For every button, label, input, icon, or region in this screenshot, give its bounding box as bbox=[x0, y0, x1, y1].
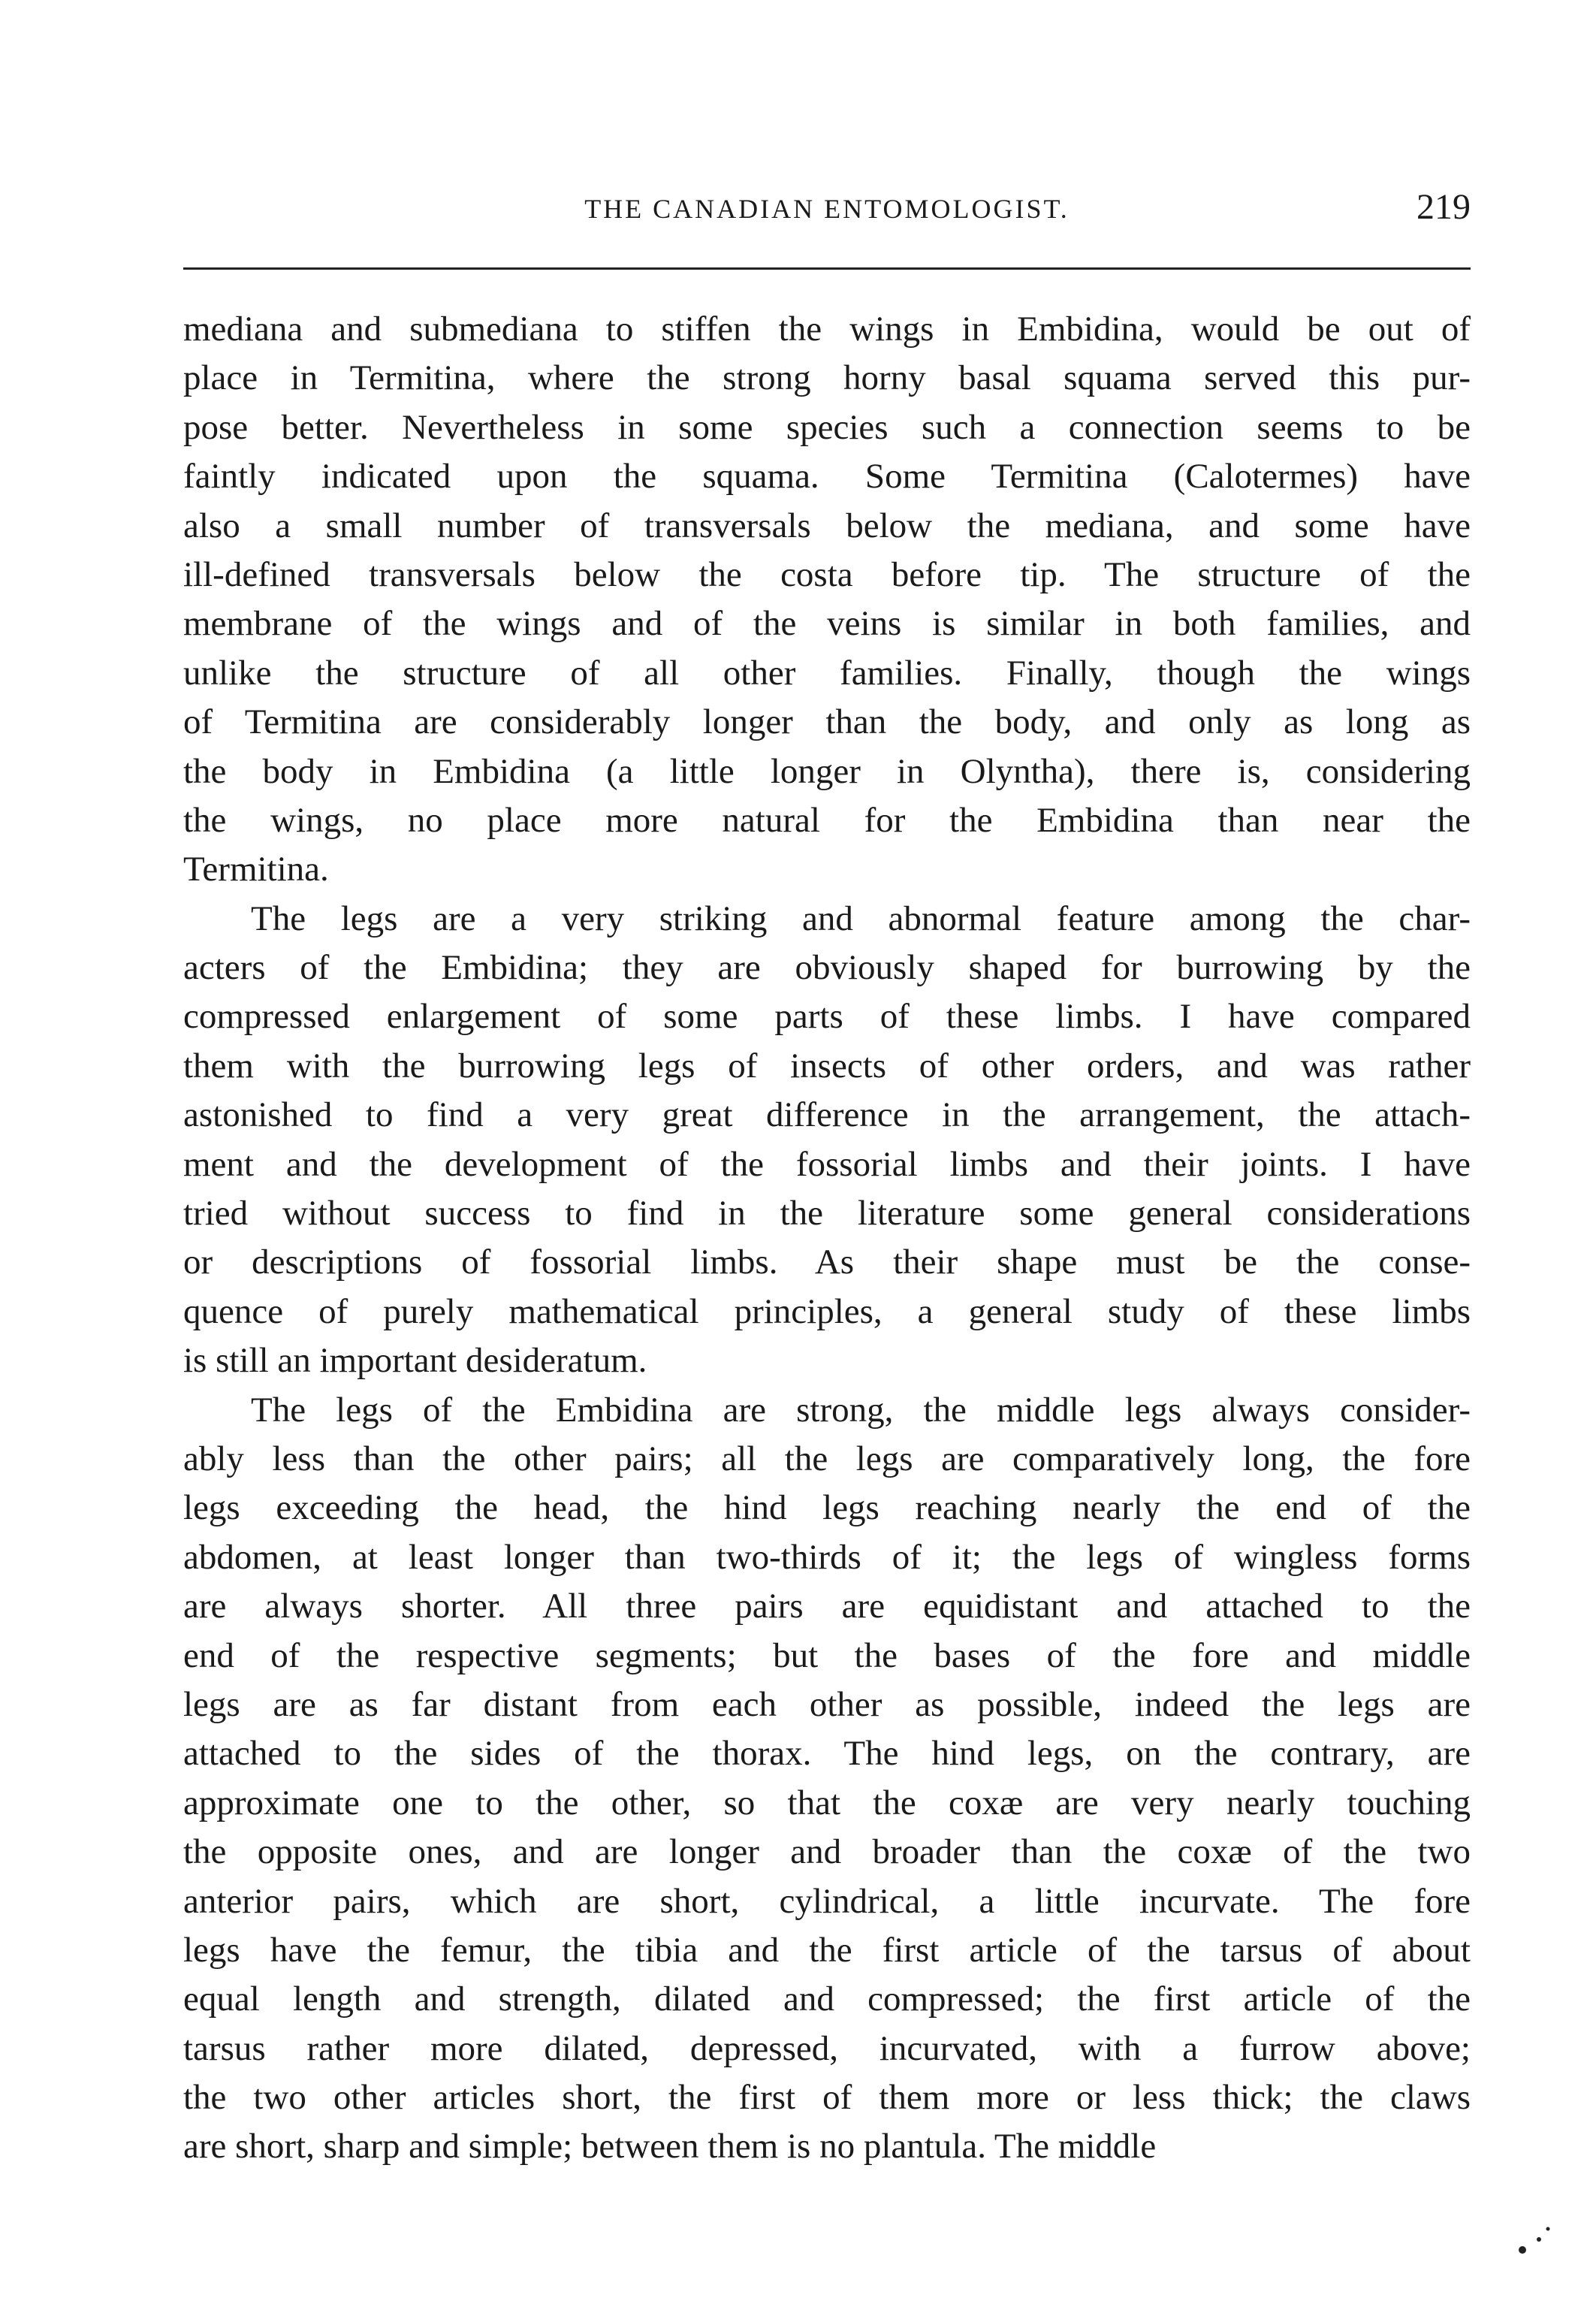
text-line: of Termitina are considerably longer than the body, and only as long as bbox=[183, 702, 1471, 742]
text-line: or descriptions of fossorial limbs. As their shape must be the conse- bbox=[183, 1243, 1471, 1282]
text-line: astonished to find a very great difference in the arrangement, the attach- bbox=[183, 1095, 1471, 1135]
text-line: ill-defined transversals below the costa before tip. The structure of the bbox=[183, 554, 1471, 594]
text-line: ment and the development of the fossorial limbs and their joints. I have bbox=[183, 1144, 1471, 1184]
text-line: faintly indicated upon the squama. Some Termitina (Calotermes) have bbox=[183, 457, 1471, 497]
text-line: approximate one to the other, so that the coxæ are very nearly touching bbox=[183, 1783, 1471, 1822]
text-line: compressed enlargement of some parts of these limbs. I have compared bbox=[183, 997, 1471, 1037]
text-line: anterior pairs, which are short, cylindrical, a little incurvate. The fore bbox=[183, 1881, 1471, 1921]
text-line: the two other articles short, the first of them more or less thick; the claws bbox=[183, 2078, 1471, 2118]
text-line: legs exceeding the head, the hind legs reaching nearly the end of the bbox=[183, 1488, 1471, 1528]
text-line: mediana and submediana to stiffen the wings in Embidina, would be out of bbox=[183, 310, 1471, 349]
text-line: acters of the Embidina; they are obviously shaped for burrowing by the bbox=[183, 948, 1471, 988]
ink-specks bbox=[1506, 2217, 1566, 2262]
text-line: unlike the structure of all other families. Finally, though the wings bbox=[183, 653, 1471, 693]
paragraph bbox=[183, 1386, 1471, 2172]
text-line: Termitina. bbox=[183, 850, 329, 889]
text-line: place in Termitina, where the strong horny basal squama served this pur- bbox=[183, 358, 1471, 398]
text-line: are always shorter. All three pairs are equidistant and attached to the bbox=[183, 1587, 1471, 1626]
text-line: tried without success to find in the literature some general considerations bbox=[183, 1194, 1471, 1234]
text-line: are short, sharp and simple; between them is no plantula. The middle bbox=[183, 2127, 1157, 2167]
running-title: THE CANADIAN ENTOMOLOGIST. bbox=[584, 194, 1070, 224]
paragraph bbox=[183, 305, 1471, 895]
header-rule bbox=[183, 267, 1471, 270]
text-line: also a small number of transversals below the mediana, and some have bbox=[183, 506, 1471, 545]
text-line: equal length and strength, dilated and compressed; the first article of the bbox=[183, 1979, 1471, 2019]
text-line: legs are as far distant from each other as possible, indeed the legs are bbox=[183, 1684, 1471, 1724]
body-text bbox=[183, 305, 1471, 2172]
page-number: 219 bbox=[1416, 187, 1471, 227]
text-line: The legs of the Embidina are strong, the middle legs always consider- bbox=[251, 1390, 1471, 1430]
text-line: The legs are a very striking and abnormal feature among the char- bbox=[251, 898, 1471, 938]
text-line: quence of purely mathematical principles, a general study of these limbs bbox=[183, 1291, 1471, 1331]
text-line: tarsus rather more dilated, depressed, incurvated, with a furrow above; bbox=[183, 2028, 1471, 2068]
text-line: the body in Embidina (a little longer in Olyntha), there is, considering bbox=[183, 751, 1471, 791]
paragraph bbox=[183, 895, 1471, 1386]
text-line: abdomen, at least longer than two-thirds of it; the legs of wingless forms bbox=[183, 1537, 1471, 1577]
text-line: end of the respective segments; but the bases of the fore and middle bbox=[183, 1635, 1471, 1675]
text-line: legs have the femur, the tibia and the first article of the tarsus of about bbox=[183, 1930, 1471, 1970]
text-line: attached to the sides of the thorax. The hind legs, on the contrary, are bbox=[183, 1734, 1471, 1774]
text-line: the wings, no place more natural for the Embidina than near the bbox=[183, 800, 1471, 840]
text-line: ably less than the other pairs; all the legs are comparatively long, the fore bbox=[183, 1439, 1471, 1478]
text-line: pose better. Nevertheless in some species such a connection seems to be bbox=[183, 407, 1471, 447]
page-header bbox=[183, 188, 1471, 240]
text-line: the opposite ones, and are longer and broader than the coxæ of the two bbox=[183, 1832, 1471, 1872]
text-line: membrane of the wings and of the veins is similar in both families, and bbox=[183, 604, 1471, 644]
text-line: them with the burrowing legs of insects of other orders, and was rather bbox=[183, 1046, 1471, 1086]
text-line: is still an important desideratum. bbox=[183, 1341, 647, 1381]
